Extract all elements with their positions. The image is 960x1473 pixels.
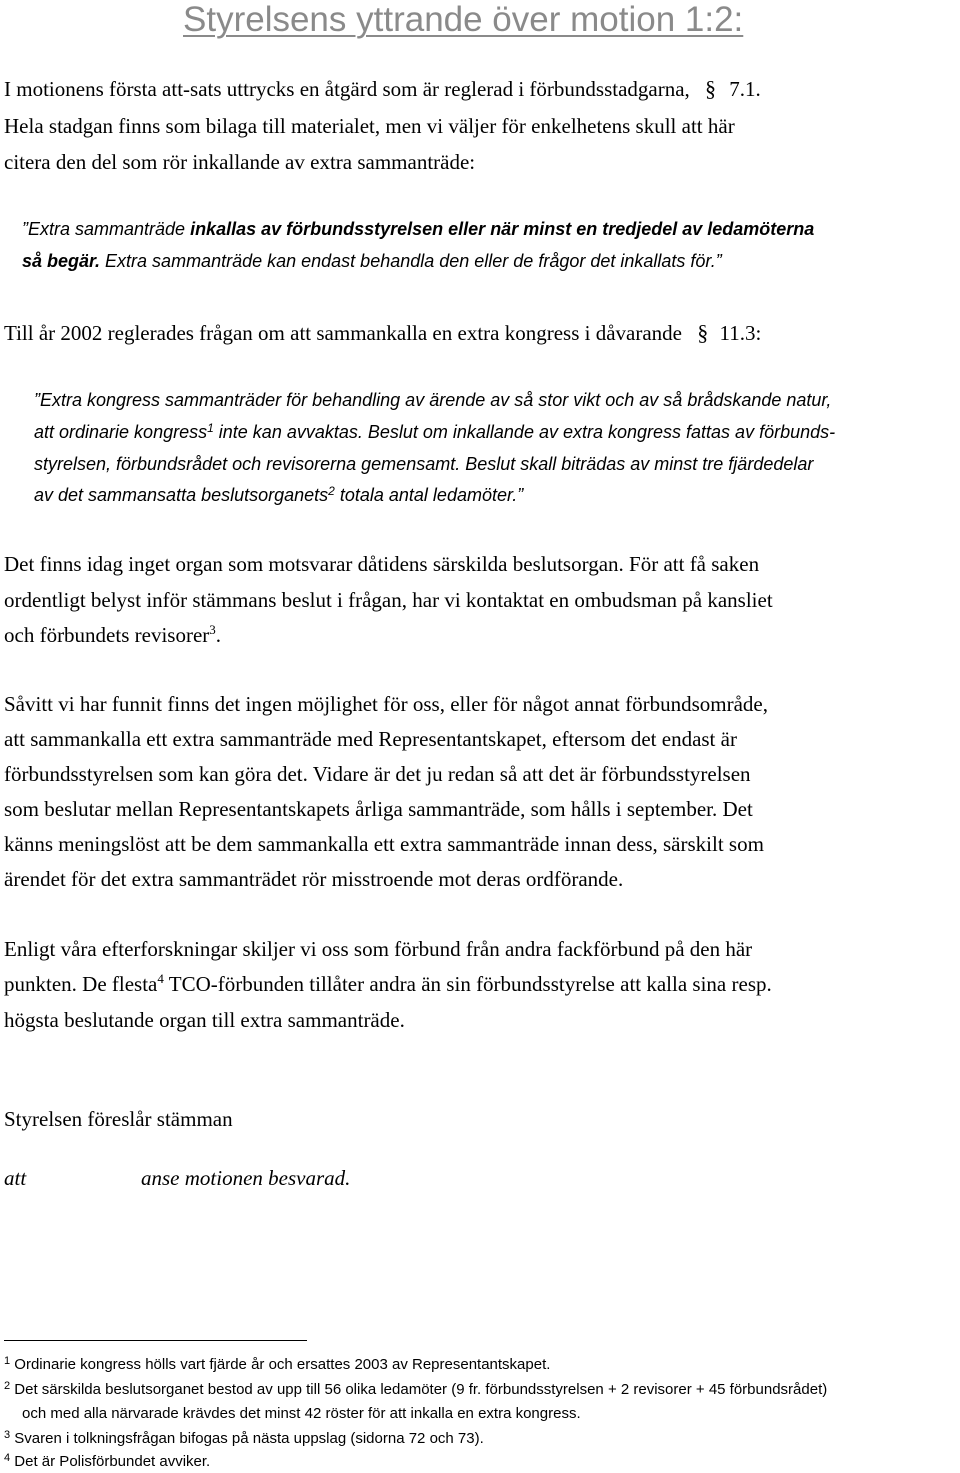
intro-line-2: Hela stadgan finns som bilaga till materialet, men vi väljer för enkelhetens skull att här: [4, 114, 735, 138]
p3-line-3: [4, 622, 221, 651]
section-number: 7.1.: [729, 77, 761, 101]
quote2-text: totala antal ledamöter.”: [334, 485, 524, 505]
page-title: Styrelsens yttrande över motion 1:2:: [183, 0, 744, 39]
p5-text: TCO-förbunden tillåter andra än sin förbundsstyrelse att kalla sina resp.: [163, 972, 772, 996]
quote2-text: av det sammansatta beslutsorganets: [34, 485, 329, 505]
quote2-line-1: ”Extra kongress sammanträder för behandling av ärende av så stor vikt och av så brådskande natur,: [34, 390, 832, 410]
section-number: 11.3:: [719, 321, 762, 345]
p4-line-5: känns meningslöst att be dem sammankalla ett extra sammanträde innan dess, särskilt som: [4, 832, 764, 856]
quote2-line-2: [34, 421, 835, 445]
footnote-divider: [4, 1340, 307, 1341]
footnote-2: [4, 1381, 827, 1400]
p5-line-1: Enligt våra efterforskningar skiljer vi oss som förbund från andra fackförbund på den här: [4, 937, 753, 961]
section-symbol: §: [705, 76, 717, 101]
quote2-text: att ordinarie kongress: [34, 422, 208, 442]
proposal-text: anse motionen besvarad.: [141, 1166, 351, 1190]
proposal-heading: Styrelsen föreslår stämman: [4, 1107, 233, 1131]
intro-line-3: citera den del som rör inkallande av extra sammanträde:: [4, 150, 476, 174]
proposal-att: att: [4, 1166, 27, 1190]
footnote-ref-1: 1: [207, 421, 214, 435]
p5-line-2: [4, 971, 772, 1000]
footnote-ref-4: 4: [157, 971, 164, 986]
footnote-1: [4, 1356, 550, 1375]
quote2-text: inte kan avvaktas. Beslut om inkallande av extra kongress fattas av förbunds-: [213, 422, 836, 442]
paragraph-2: [4, 320, 761, 346]
p4-line-2: att sammankalla ett extra sammanträde med Representantskapet, eftersom det endast är: [4, 727, 737, 751]
p3-line-1: Det finns idag inget organ som motsvarar dåtidens särskilda beslutsorgan. För att få saken: [4, 552, 760, 576]
p4-line-4: som beslutar mellan Representantskapets årliga sammanträde, som hålls i september. Det: [4, 797, 753, 821]
p5-line-3: högsta beslutande organ till extra sammanträde.: [4, 1008, 405, 1032]
footnote-number: 4: [4, 1452, 11, 1464]
quote1-line-1: [22, 218, 814, 240]
intro-line-1: [4, 76, 761, 102]
p4-line-6: ärendet för det extra sammanträdet rör misstroende mot deras ordförande.: [4, 867, 624, 891]
p2-text: Till år 2002 reglerades frågan om att sammankalla en extra kongress i dåvarande: [4, 321, 682, 345]
footnote-3: [4, 1430, 484, 1449]
p3-text: och förbundets revisorer: [4, 623, 210, 647]
p3-text: .: [215, 623, 222, 647]
section-symbol: §: [697, 320, 709, 345]
footnote-2-continued: och med alla närvarade krävdes det minst 42 röster för att inkalla en extra kongress.: [22, 1405, 581, 1422]
footnote-ref-3: 3: [209, 622, 216, 637]
footnote-ref-2: 2: [328, 484, 335, 498]
quote2-line-3: styrelsen, förbundsrådet och revisorerna gemensamt. Beslut skall biträdas av minst tre fjärdedelar: [34, 454, 814, 474]
footnote-text: Svaren i tolkningsfrågan bifogas på nästa uppslag (sidorna 72 och 73).: [14, 1430, 484, 1447]
footnote-text: Det är Polisförbundet avviker.: [14, 1453, 211, 1470]
quote1-line-2: [22, 250, 722, 272]
footnote-number: 2: [4, 1380, 11, 1392]
footnote-number: 3: [4, 1429, 11, 1441]
footnote-text: Ordinarie kongress hölls vart fjärde år och ersattes 2003 av Representantskapet.: [14, 1356, 551, 1373]
p5-text: punkten. De flesta: [4, 972, 158, 996]
quote1-text: ”Extra sammanträde: [22, 219, 191, 239]
footnote-text: Det särskilda beslutsorganet bestod av upp till 56 olika ledamöter (9 fr. förbundsstyrelsen + 2 revisorer + 45 förbundsrådet): [14, 1381, 828, 1398]
p4-line-3: förbundsstyrelsen som kan göra det. Vidare är det ju redan så att det är förbundsstyrelsen: [4, 762, 751, 786]
quote2-line-4: [34, 484, 523, 508]
p3-line-2: ordentligt belyst inför stämmans beslut i frågan, har vi kontaktat en ombudsman på kansliet: [4, 588, 773, 612]
quote1-text-end: Extra sammanträde kan endast behandla den eller de frågor det inkallats för.”: [100, 251, 722, 271]
footnote-number: 1: [4, 1355, 11, 1367]
footnote-4: [4, 1453, 210, 1472]
p4-line-1: Såvitt vi har funnit finns det ingen möjlighet för oss, eller för något annat förbundsområde,: [4, 692, 768, 716]
quote1-bold: inkallas av förbundsstyrelsen eller när minst en tredjedel av ledamöterna: [190, 219, 815, 239]
intro-text: I motionens första att-sats uttrycks en åtgärd som är reglerad i förbundsstadgarna,: [4, 77, 690, 101]
quote1-bold-end: så begär.: [22, 251, 101, 271]
